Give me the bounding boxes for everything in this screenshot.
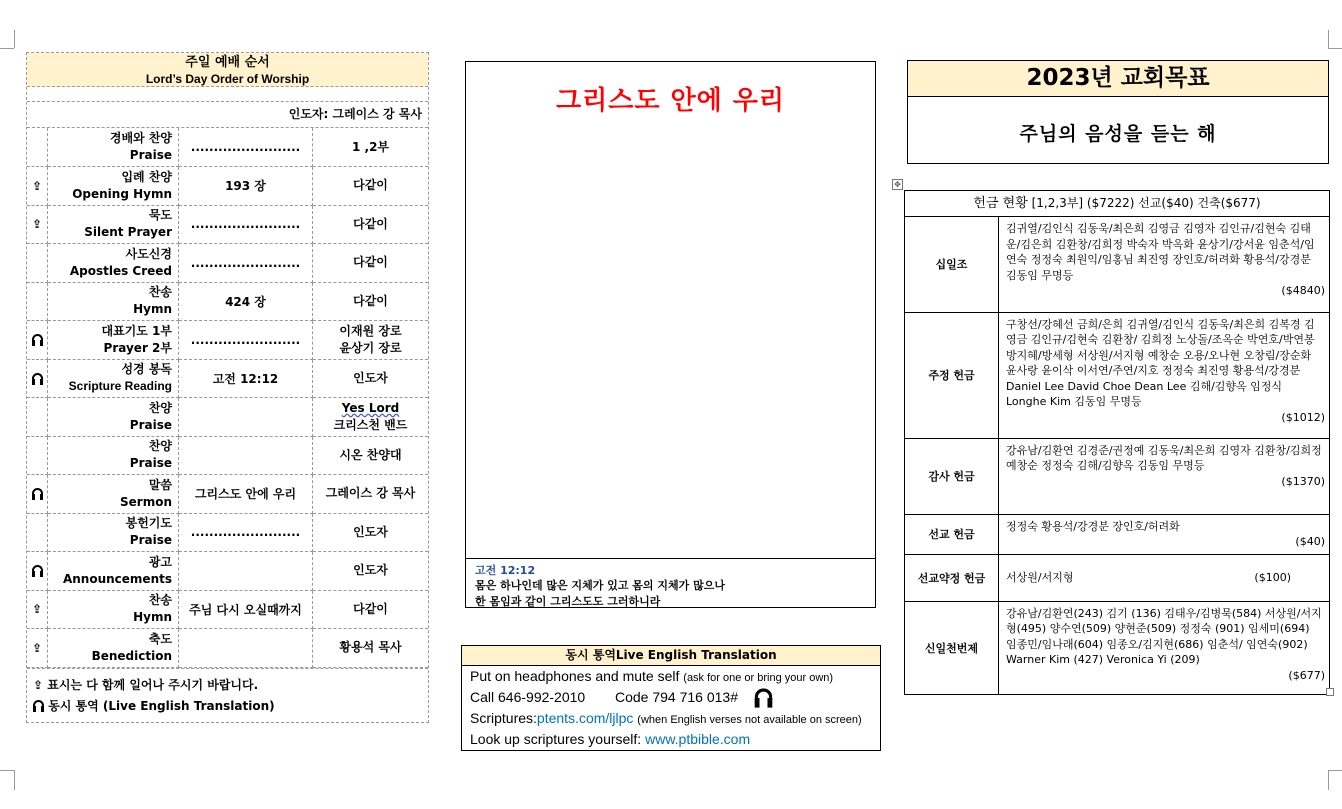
sermon-title: 그리스도 안에 우리 (555, 86, 786, 116)
offering-row (905, 438, 1329, 514)
item-leader-2: 크리스천 밴드 (333, 417, 408, 432)
item-detail: 그리스도 안에 우리 (179, 475, 313, 514)
item-icon-cell (27, 552, 48, 591)
item-name-cell (48, 167, 179, 206)
offering-names-cell (999, 554, 1330, 601)
note-stand (33, 675, 422, 696)
item-name-en: Sermon (120, 494, 172, 509)
item-name-ko: 성경 봉독 (121, 362, 172, 377)
crop-mark (1328, 770, 1342, 771)
translation-line-scriptures (462, 708, 880, 729)
headphones-instruction: Put on headphones and mute self (470, 668, 680, 684)
item-name-en: Praise (129, 417, 172, 432)
item-name-cell (48, 282, 179, 321)
offering-row (905, 312, 1329, 438)
offering-category: 신일천번제 (905, 601, 999, 694)
item-name-cell (48, 321, 179, 360)
headphones-icon (32, 373, 43, 385)
item-leader-cell (313, 475, 429, 514)
crop-mark (14, 30, 15, 48)
offering-header (905, 191, 1329, 217)
item-name-cell (48, 629, 179, 668)
stand-icon: ⇪ (33, 677, 48, 692)
order-of-worship (26, 52, 429, 723)
sermon-box (465, 61, 876, 608)
item-name-ko: 찬양 (148, 400, 172, 415)
item-name-en: Scripture Reading (68, 379, 172, 394)
offering-row (905, 554, 1329, 601)
crop-mark (1328, 30, 1329, 48)
item-leader-cell (313, 282, 429, 321)
offering-category: 선교 헌금 (905, 514, 999, 554)
worship-item-row (27, 398, 428, 437)
item-name-en: Praise (129, 533, 172, 548)
item-name-ko: 경배와 찬양 (109, 131, 172, 145)
item-name-ko: 찬양 (148, 439, 172, 454)
offering-amount: ($677) (1288, 669, 1325, 683)
goal-subtitle: 주님의 음성을 듣는 해 (1019, 123, 1217, 145)
offering-amount: ($40) (1295, 535, 1325, 549)
item-leader: 다같이 (353, 255, 388, 270)
item-name-en: Benediction (91, 648, 172, 663)
worship-item-row (27, 552, 428, 591)
offering-row (905, 601, 1329, 694)
item-leader-cell (313, 359, 429, 398)
scriptures-link[interactable]: ptents.com/ljlpc (536, 710, 634, 726)
item-name-ko: 축도 (148, 631, 172, 646)
item-detail: ........................ (179, 513, 313, 552)
item-detail: ........................ (179, 205, 313, 244)
crop-mark (14, 770, 15, 790)
item-detail: 193 장 (179, 167, 313, 206)
stand-icon: ⇪ (31, 602, 43, 617)
worship-item-row (27, 167, 428, 206)
offering-names: 서상원/서지형 (1006, 570, 1074, 584)
item-name-en: Hymn (133, 610, 172, 625)
item-name-en: Announcements (62, 571, 172, 586)
crop-mark (1328, 48, 1342, 49)
item-icon-cell (27, 590, 48, 629)
item-icon-cell (27, 205, 48, 244)
offering-names-cell (999, 514, 1330, 554)
offering-status (904, 190, 1330, 695)
item-leader: 인도자 (353, 563, 388, 578)
verse-line-2: 한 몸임과 같이 그리스도도 그러하니라 (475, 595, 661, 608)
item-name-cell (48, 128, 179, 167)
offering-header-title: 헌금 현황 (973, 196, 1028, 211)
item-name-ko: 묵도 (148, 208, 172, 223)
lookup-link[interactable]: www.ptbible.com (645, 731, 751, 747)
church-goal-box (907, 60, 1329, 164)
offering-amount: ($1370) (1281, 474, 1325, 488)
item-name-ko: 찬송 (148, 593, 172, 608)
item-leader: 이재원 장로 (339, 323, 402, 338)
offering-amount: ($4840) (1281, 284, 1325, 298)
worship-item-row (27, 128, 428, 167)
crop-mark (0, 770, 14, 771)
crop-mark (1328, 770, 1329, 790)
item-icon-cell (27, 475, 48, 514)
worship-notes (27, 668, 428, 722)
item-name-cell (48, 205, 179, 244)
item-name-cell (48, 398, 179, 437)
spacer-row (27, 87, 428, 102)
offering-row (905, 514, 1329, 554)
headphones-note: (ask for one or bring your own) (683, 672, 834, 684)
item-name-ko: 봉헌기도 (125, 516, 172, 531)
offering-names: 강유남/김환연(243) 김기 (136) 김태우/김병묵(584) 서상원/서지형(495) 양수연(509) 양현준(509) 정정숙 (901) 임세미(694) 임종민/임나래(604) 임종오/김지현(686) 임춘석/ 임연숙(902) Warner Kim (427) Veronica Yi (209) (1006, 606, 1322, 667)
offering-names-cell (999, 438, 1330, 514)
headphones-icon (32, 488, 43, 500)
verse-reference: 고전 12:12 (475, 564, 536, 577)
call-number: Call 646-992-2010 (470, 689, 586, 705)
item-icon-cell (27, 244, 48, 283)
worship-item-row (27, 590, 428, 629)
offering-category: 감사 헌금 (905, 438, 999, 514)
item-icon-cell (27, 128, 48, 167)
item-icon-cell (27, 321, 48, 360)
item-name-en: Apostles Creed (69, 263, 172, 278)
worship-item-row (27, 321, 428, 360)
stand-icon: ⇪ (31, 640, 43, 655)
item-detail (179, 436, 313, 475)
item-leader-cell (313, 552, 429, 591)
item-name-ko: 대표기도 1부 (101, 323, 172, 338)
headphones-icon (754, 689, 772, 708)
item-name-en: Hymn (133, 302, 172, 317)
headphones-icon (32, 565, 43, 577)
item-detail: ........................ (179, 244, 313, 283)
translation-box (461, 645, 881, 751)
item-name-cell (48, 359, 179, 398)
worship-item-row (27, 513, 428, 552)
item-leader-2: 윤상기 장로 (339, 340, 402, 355)
worship-item-row (27, 475, 428, 514)
offering-row (905, 217, 1329, 312)
item-leader-cell (313, 590, 429, 629)
table-resize-handle[interactable] (1326, 688, 1334, 696)
translation-line-call (462, 687, 880, 708)
item-leader: Yes Lord (341, 400, 400, 415)
item-icon-cell (27, 167, 48, 206)
item-leader-cell (313, 167, 429, 206)
item-name-cell (48, 513, 179, 552)
worship-title-ko: 주일 예배 순서 (185, 55, 270, 70)
translation-line-lookup (462, 729, 880, 750)
worship-item-row (27, 359, 428, 398)
item-name-ko: 입례 찬양 (121, 169, 172, 184)
item-name-en: Prayer 2부 (103, 340, 172, 355)
headphones-icon (33, 700, 44, 712)
item-leader: 다같이 (353, 601, 388, 616)
item-name-en: Praise (129, 148, 172, 162)
item-icon-cell (27, 359, 48, 398)
item-leader: 시온 찬양대 (339, 447, 402, 462)
item-icon-cell (27, 629, 48, 668)
call-code: Code 794 716 013# (614, 689, 738, 705)
item-leader-cell (313, 398, 429, 437)
item-name-en: Praise (129, 456, 172, 471)
worship-order-table (27, 128, 428, 668)
worship-item-row (27, 629, 428, 668)
item-leader-cell (313, 629, 429, 668)
item-leader: 그레이스 강 목사 (325, 486, 416, 501)
offering-names-cell (999, 312, 1330, 438)
offering-amount: ($1012) (1281, 411, 1325, 425)
item-icon-cell (27, 436, 48, 475)
worship-item-row (27, 244, 428, 283)
note-translation-text: 동시 통역 (Live English Translation) (48, 698, 275, 713)
crop-mark (0, 48, 14, 49)
offering-table (905, 217, 1329, 694)
item-leader: 인도자 (353, 524, 388, 539)
worship-header (27, 53, 428, 87)
note-stand-text: 표시는 다 함께 일어나 주시기 바랍니다. (47, 677, 259, 692)
item-name-cell (48, 552, 179, 591)
goal-title: 2023년 교회목표 (908, 61, 1328, 97)
translation-line-headphones (462, 666, 880, 687)
item-name-ko: 사도신경 (125, 246, 172, 261)
item-name-ko: 찬송 (148, 285, 172, 300)
item-leader-cell (313, 321, 429, 360)
item-name-cell (48, 244, 179, 283)
item-icon-cell (27, 513, 48, 552)
offering-names: 구창선/강혜선 금희/은희 김귀열/김인식 김동욱/최은희 김복경 김영금 김인규/김현숙 김환창/ 김희정 노상돌/조옥순 박연호/박연봉 방지혜/방세형 서상원/서지형 예창순 오용/오나현 오창림/장순화 윤사랑 윤이삭 이서연/주연/지호 정정숙 최진영 황용석/강경분 Daniel Lee David Choe Dean Lee 김해/김향옥 임정식 Longhe Kim 김동임 무명등 (1006, 317, 1315, 409)
item-name-en: Opening Hymn (72, 186, 172, 201)
worship-item-row (27, 282, 428, 321)
worship-item-row (27, 436, 428, 475)
item-name-cell (48, 475, 179, 514)
table-move-handle-icon[interactable]: ✥ (892, 179, 903, 190)
lookup-label: Look up scriptures yourself: (470, 731, 642, 747)
note-translation (33, 696, 422, 717)
item-leader: 1 ,2부 (351, 139, 390, 154)
scriptures-label: Scriptures: (470, 710, 537, 726)
item-detail: 고전 12:12 (179, 359, 313, 398)
verse-line-1: 몸은 하나인데 많은 지체가 있고 몸의 지체가 많으나 (475, 579, 725, 592)
item-detail: ........................ (179, 321, 313, 360)
item-detail: ........................ (179, 128, 313, 167)
item-leader-cell (313, 436, 429, 475)
item-detail: 424 장 (179, 282, 313, 321)
item-name-ko: 광고 (148, 554, 172, 569)
item-detail (179, 398, 313, 437)
item-leader: 다같이 (353, 216, 388, 231)
stand-icon: ⇪ (31, 178, 43, 193)
worship-leader: 인도자: 그레이스 강 목사 (27, 102, 428, 128)
worship-title-en: Lord’s Day Order of Worship (145, 72, 310, 86)
stand-icon: ⇪ (31, 217, 43, 232)
item-leader-cell (313, 128, 429, 167)
offering-names-cell (999, 217, 1330, 312)
offering-names: 강유남/김환연 김경준/권정예 김동욱/최은희 김영자 김환창/김희정 예창순 정정숙 김해/김향옥 김동임 무명등 (1006, 443, 1322, 473)
item-leader-cell (313, 205, 429, 244)
headphones-icon (32, 334, 43, 346)
offering-category: 주정 헌금 (905, 312, 999, 438)
item-name-cell (48, 590, 179, 629)
offering-category: 선교약정 헌금 (905, 554, 999, 601)
offering-category: 십일조 (905, 217, 999, 312)
item-name-en: Silent Prayer (84, 225, 172, 240)
item-leader: 황용석 목사 (339, 640, 402, 655)
item-detail (179, 552, 313, 591)
verse-divider (466, 558, 875, 559)
offering-names: 김귀열/김인식 김동욱/최은희 김영금 김영자 김인규/김현숙 김태운/김은희 김환창/김희정 박숙자 박옥화 윤상기/강서윤 임춘석/임연숙 정정숙 최원익/임홍님 최진영 장인호/허려화 황용석/강경분 김동임 무명등 (1006, 222, 1315, 282)
item-icon-cell (27, 398, 48, 437)
item-name-cell (48, 436, 179, 475)
item-leader: 다같이 (353, 178, 388, 193)
offering-names-cell (999, 601, 1330, 694)
item-leader: 인도자 (353, 370, 388, 385)
offering-amount: ($100) (1254, 570, 1291, 584)
item-leader-cell (313, 244, 429, 283)
item-detail (179, 629, 313, 668)
offering-names: 정정숙 황용석/강경분 장인호/허려화 (1006, 519, 1180, 533)
item-detail: 주님 다시 오실때까지 (179, 590, 313, 629)
worship-item-row (27, 205, 428, 244)
scriptures-note: (when English verses not available on screen) (637, 714, 862, 726)
item-leader-cell (313, 513, 429, 552)
offering-header-totals: [1,2,3부] ($7222) 선교($40) 건축($677) (1031, 196, 1261, 210)
item-icon-cell (27, 282, 48, 321)
translation-header: 동시 통역Live English Translation (462, 646, 880, 666)
item-leader: 다같이 (353, 293, 388, 308)
item-name-ko: 말씀 (148, 477, 172, 492)
